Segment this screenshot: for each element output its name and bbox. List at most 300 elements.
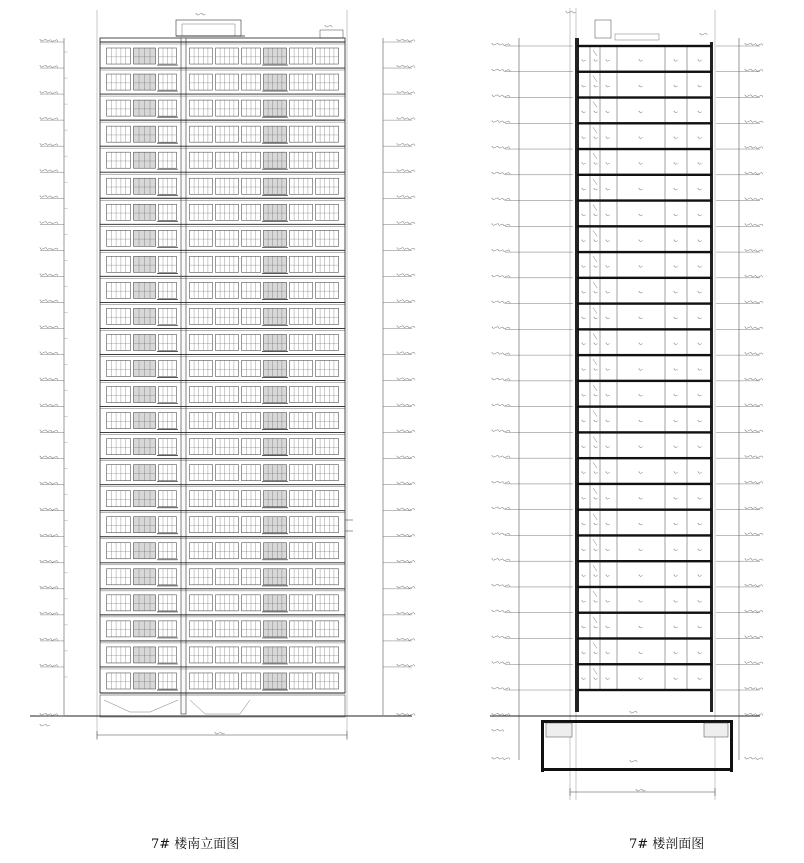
tiny-label-mark bbox=[397, 378, 415, 380]
tiny-label-mark bbox=[40, 508, 58, 510]
section-floor bbox=[492, 327, 763, 355]
window bbox=[216, 621, 239, 637]
window bbox=[190, 100, 213, 116]
floor-slab bbox=[577, 380, 712, 382]
window bbox=[107, 673, 131, 689]
roof-stair-cap bbox=[320, 30, 343, 38]
tiny-label-mark bbox=[674, 368, 678, 370]
tiny-label-mark bbox=[745, 120, 763, 122]
tiny-label-mark bbox=[606, 317, 610, 319]
window bbox=[264, 517, 287, 533]
tiny-label-mark bbox=[674, 652, 678, 654]
tiny-label-mark bbox=[582, 678, 586, 680]
tiny-label-mark bbox=[594, 626, 598, 628]
window bbox=[190, 308, 213, 324]
tiny-label-mark bbox=[492, 584, 510, 586]
tiny-label-mark bbox=[397, 39, 415, 41]
tiny-label-mark bbox=[674, 549, 678, 551]
window bbox=[316, 491, 339, 507]
window bbox=[216, 413, 239, 429]
window bbox=[216, 74, 239, 90]
tiny-label-mark bbox=[492, 507, 510, 509]
tiny-label-mark bbox=[492, 224, 510, 226]
tiny-label-mark bbox=[674, 85, 678, 87]
tiny-label-mark bbox=[639, 343, 643, 345]
tiny-label-mark bbox=[492, 69, 510, 71]
tiny-label-mark bbox=[698, 214, 702, 216]
tiny-label-mark bbox=[397, 169, 415, 171]
tiny-label-mark bbox=[397, 117, 415, 119]
tiny-label-mark bbox=[594, 446, 598, 448]
roof-parapet-block bbox=[615, 34, 659, 40]
tiny-label-mark bbox=[594, 265, 598, 267]
tiny-label-mark bbox=[639, 497, 643, 499]
tiny-label-mark bbox=[594, 575, 598, 577]
floor-slab bbox=[577, 174, 712, 176]
tiny-label-mark bbox=[606, 188, 610, 190]
elevation-floor bbox=[40, 326, 415, 352]
window bbox=[290, 569, 313, 585]
tiny-label-mark bbox=[594, 343, 598, 345]
tiny-label-mark bbox=[594, 394, 598, 396]
tiny-label-mark bbox=[639, 420, 643, 422]
window bbox=[190, 204, 213, 220]
tiny-label-mark bbox=[397, 143, 415, 145]
window bbox=[190, 413, 213, 429]
tiny-label-mark bbox=[594, 420, 598, 422]
window bbox=[190, 152, 213, 168]
window bbox=[264, 152, 287, 168]
tiny-label-mark bbox=[698, 394, 702, 396]
tiny-label-mark bbox=[698, 59, 702, 61]
tiny-label-mark bbox=[674, 420, 678, 422]
tiny-label-mark bbox=[606, 549, 610, 551]
tiny-label-mark bbox=[745, 507, 763, 509]
tiny-label-mark bbox=[606, 626, 610, 628]
tiny-label-mark bbox=[698, 188, 702, 190]
floor-slab bbox=[577, 328, 712, 330]
floor-slab bbox=[577, 612, 712, 614]
elevation-floor bbox=[40, 195, 415, 221]
window bbox=[264, 387, 287, 403]
floor-slab bbox=[577, 45, 712, 47]
elevation-floor bbox=[40, 534, 415, 560]
window bbox=[290, 74, 313, 90]
tiny-label-mark bbox=[698, 368, 702, 370]
window bbox=[316, 48, 339, 64]
tiny-label-mark bbox=[745, 352, 763, 354]
tiny-label-mark bbox=[594, 523, 598, 525]
section-floor bbox=[492, 120, 763, 148]
floor-slab bbox=[577, 534, 712, 536]
tiny-label-mark bbox=[582, 575, 586, 577]
door-swing bbox=[593, 230, 597, 236]
window bbox=[316, 334, 339, 350]
door-swing bbox=[593, 539, 597, 545]
elevation-floor bbox=[40, 586, 415, 612]
tiny-label-mark bbox=[745, 757, 763, 759]
floor-slab bbox=[577, 457, 712, 459]
window bbox=[107, 465, 131, 481]
tiny-label-mark bbox=[492, 713, 510, 715]
tiny-label-mark bbox=[639, 575, 643, 577]
window bbox=[216, 48, 239, 64]
tiny-label-mark bbox=[674, 523, 678, 525]
window bbox=[316, 100, 339, 116]
floor-slab bbox=[577, 302, 712, 304]
tiny-label-mark bbox=[40, 300, 58, 302]
floor-slab bbox=[577, 483, 712, 485]
tiny-label-mark bbox=[606, 420, 610, 422]
tiny-label-mark bbox=[492, 146, 510, 148]
tiny-label-mark bbox=[745, 455, 763, 457]
window bbox=[216, 126, 239, 142]
tiny-label-mark bbox=[745, 584, 763, 586]
tiny-label-mark bbox=[40, 586, 58, 588]
tiny-label-mark bbox=[630, 711, 637, 713]
window bbox=[216, 230, 239, 246]
tiny-label-mark bbox=[492, 636, 510, 638]
window bbox=[290, 360, 313, 376]
tiny-label-mark bbox=[639, 317, 643, 319]
window bbox=[190, 673, 213, 689]
tiny-label-mark bbox=[40, 378, 58, 380]
tiny-label-mark bbox=[745, 687, 763, 689]
window bbox=[290, 230, 313, 246]
floor-slab bbox=[577, 586, 712, 588]
tiny-label-mark bbox=[698, 291, 702, 293]
section-floor bbox=[492, 301, 763, 329]
window bbox=[290, 543, 313, 559]
window bbox=[316, 126, 339, 142]
door-swing bbox=[593, 668, 597, 674]
tiny-label-mark bbox=[397, 274, 415, 276]
window bbox=[216, 517, 239, 533]
tiny-label-mark bbox=[397, 91, 415, 93]
tiny-label-mark bbox=[745, 301, 763, 303]
window bbox=[216, 334, 239, 350]
tiny-label-mark bbox=[745, 43, 763, 45]
window bbox=[190, 439, 213, 455]
tiny-label-mark bbox=[40, 638, 58, 640]
tiny-label-mark bbox=[745, 636, 763, 638]
tiny-label-mark bbox=[594, 549, 598, 551]
door-swing bbox=[593, 411, 597, 417]
tiny-label-mark bbox=[745, 249, 763, 251]
tiny-label-mark bbox=[639, 626, 643, 628]
window bbox=[290, 308, 313, 324]
door-swing bbox=[593, 436, 597, 442]
tiny-label-mark bbox=[492, 172, 510, 174]
window bbox=[107, 178, 131, 194]
tiny-label-mark bbox=[397, 404, 415, 406]
tiny-label-mark bbox=[606, 343, 610, 345]
tiny-label-mark bbox=[492, 275, 510, 277]
tiny-label-mark bbox=[492, 404, 510, 406]
window bbox=[107, 413, 131, 429]
section-floor bbox=[492, 198, 763, 226]
window bbox=[316, 152, 339, 168]
door-swing bbox=[593, 205, 597, 211]
tiny-label-mark bbox=[492, 533, 510, 535]
tiny-label-mark bbox=[582, 549, 586, 551]
tiny-label-mark bbox=[215, 732, 225, 734]
floor-slab bbox=[577, 689, 712, 691]
tiny-label-mark bbox=[698, 111, 702, 113]
tiny-label-mark bbox=[594, 214, 598, 216]
window bbox=[107, 517, 131, 533]
tiny-label-mark bbox=[674, 291, 678, 293]
window bbox=[190, 126, 213, 142]
tiny-label-mark bbox=[698, 497, 702, 499]
tiny-label-mark bbox=[745, 533, 763, 535]
tiny-label-mark bbox=[397, 430, 415, 432]
window bbox=[264, 413, 287, 429]
tiny-label-mark bbox=[674, 575, 678, 577]
window bbox=[107, 647, 131, 663]
basement-wall-right bbox=[730, 720, 733, 772]
window bbox=[107, 439, 131, 455]
tiny-label-mark bbox=[582, 600, 586, 602]
tiny-label-mark bbox=[582, 111, 586, 113]
window bbox=[216, 595, 239, 611]
tiny-label-mark bbox=[639, 446, 643, 448]
window bbox=[316, 621, 339, 637]
tiny-label-mark bbox=[397, 508, 415, 510]
door-swing bbox=[593, 591, 597, 597]
section-floor bbox=[492, 430, 763, 458]
basement-roof-slab bbox=[541, 720, 733, 723]
tiny-label-mark bbox=[594, 497, 598, 499]
tiny-label-mark bbox=[40, 560, 58, 562]
tiny-label-mark bbox=[606, 600, 610, 602]
tiny-label-mark bbox=[745, 198, 763, 200]
floor-slab bbox=[577, 277, 712, 279]
tiny-label-mark bbox=[698, 575, 702, 577]
tiny-label-mark bbox=[745, 146, 763, 148]
tiny-label-mark bbox=[698, 549, 702, 551]
window bbox=[216, 569, 239, 585]
window bbox=[216, 308, 239, 324]
window bbox=[190, 465, 213, 481]
tiny-label-mark bbox=[492, 95, 510, 97]
tiny-label-mark bbox=[745, 69, 763, 71]
door-swing bbox=[593, 308, 597, 314]
tiny-label-mark bbox=[492, 198, 510, 200]
section-floor bbox=[492, 661, 763, 689]
tiny-label-mark bbox=[698, 472, 702, 474]
window bbox=[290, 334, 313, 350]
tiny-label-mark bbox=[698, 85, 702, 87]
tiny-label-mark bbox=[698, 343, 702, 345]
tiny-label-mark bbox=[745, 610, 763, 612]
tiny-label-mark bbox=[700, 33, 707, 35]
window bbox=[190, 621, 213, 637]
tiny-label-mark bbox=[582, 265, 586, 267]
tiny-label-mark bbox=[606, 575, 610, 577]
tiny-label-mark bbox=[40, 169, 58, 171]
tiny-label-mark bbox=[674, 343, 678, 345]
tiny-label-mark bbox=[630, 760, 637, 762]
ground-floor-band bbox=[100, 695, 345, 717]
tiny-label-mark bbox=[397, 248, 415, 250]
window bbox=[316, 204, 339, 220]
tiny-label-mark bbox=[606, 59, 610, 61]
tiny-label-mark bbox=[745, 172, 763, 174]
window bbox=[190, 647, 213, 663]
window bbox=[107, 543, 131, 559]
section-floor bbox=[492, 275, 763, 303]
window bbox=[107, 230, 131, 246]
window bbox=[290, 282, 313, 298]
floor-slab bbox=[577, 354, 712, 356]
tiny-label-mark bbox=[492, 43, 510, 45]
floor-slab bbox=[577, 71, 712, 73]
window bbox=[190, 256, 213, 272]
door-swing bbox=[593, 617, 597, 623]
tiny-label-mark bbox=[745, 404, 763, 406]
window bbox=[290, 204, 313, 220]
window bbox=[316, 387, 339, 403]
tiny-label-mark bbox=[674, 446, 678, 448]
elevation-floor bbox=[40, 300, 415, 326]
elevation-floor bbox=[40, 482, 415, 508]
tiny-label-mark bbox=[698, 678, 702, 680]
section-floor bbox=[492, 43, 763, 71]
door-swing bbox=[593, 127, 597, 133]
tiny-label-mark bbox=[606, 368, 610, 370]
tiny-label-mark bbox=[606, 497, 610, 499]
tiny-label-mark bbox=[397, 612, 415, 614]
section-floor bbox=[492, 249, 763, 277]
elevation-floor bbox=[40, 65, 415, 91]
window bbox=[107, 569, 131, 585]
tiny-label-mark bbox=[639, 523, 643, 525]
tiny-label-mark bbox=[582, 59, 586, 61]
tiny-label-mark bbox=[594, 162, 598, 164]
tiny-label-mark bbox=[594, 111, 598, 113]
tiny-label-mark bbox=[745, 275, 763, 277]
floor-slab bbox=[577, 199, 712, 201]
window bbox=[290, 621, 313, 637]
exterior-wall-right bbox=[710, 42, 713, 712]
tiny-label-mark bbox=[698, 523, 702, 525]
tiny-label-mark bbox=[674, 678, 678, 680]
tiny-label-mark bbox=[698, 265, 702, 267]
window bbox=[316, 178, 339, 194]
window bbox=[190, 491, 213, 507]
window bbox=[290, 491, 313, 507]
tiny-label-mark bbox=[40, 612, 58, 614]
window bbox=[190, 48, 213, 64]
window bbox=[216, 178, 239, 194]
tiny-label-mark bbox=[639, 368, 643, 370]
window bbox=[316, 413, 339, 429]
tiny-label-mark bbox=[397, 664, 415, 666]
tiny-label-mark bbox=[674, 472, 678, 474]
section-floor bbox=[492, 533, 763, 561]
window bbox=[107, 387, 131, 403]
tiny-label-mark bbox=[698, 600, 702, 602]
window bbox=[216, 387, 239, 403]
tiny-label-mark bbox=[606, 472, 610, 474]
tiny-label-mark bbox=[582, 85, 586, 87]
section-floor bbox=[492, 404, 763, 432]
tiny-label-mark bbox=[639, 111, 643, 113]
door-swing bbox=[593, 333, 597, 339]
door-swing bbox=[593, 256, 597, 262]
building-section-caption: 7# 楼剖面图 bbox=[629, 837, 705, 852]
tiny-label-mark bbox=[639, 214, 643, 216]
window bbox=[290, 152, 313, 168]
roof-stair-cap bbox=[595, 20, 611, 38]
window bbox=[316, 308, 339, 324]
window bbox=[216, 465, 239, 481]
tiny-label-mark bbox=[745, 713, 763, 715]
window bbox=[190, 334, 213, 350]
tiny-label-mark bbox=[606, 214, 610, 216]
tiny-label-mark bbox=[582, 446, 586, 448]
tiny-label-mark bbox=[397, 534, 415, 536]
elevation-floor bbox=[40, 612, 415, 638]
tiny-label-mark bbox=[639, 472, 643, 474]
window bbox=[264, 126, 287, 142]
floor-slab bbox=[577, 251, 712, 253]
door-swing bbox=[593, 462, 597, 468]
section-floor bbox=[492, 558, 763, 586]
window bbox=[264, 282, 287, 298]
tiny-label-mark bbox=[639, 394, 643, 396]
tiny-label-mark bbox=[397, 221, 415, 223]
section-floor bbox=[492, 95, 763, 123]
tiny-label-mark bbox=[397, 326, 415, 328]
window bbox=[216, 152, 239, 168]
section-floor bbox=[492, 352, 763, 380]
section-floor bbox=[492, 687, 763, 691]
tiny-label-mark bbox=[40, 274, 58, 276]
section-floor bbox=[492, 610, 763, 638]
section-floor bbox=[492, 224, 763, 252]
tiny-label-mark bbox=[594, 368, 598, 370]
tiny-label-mark bbox=[582, 626, 586, 628]
tiny-label-mark bbox=[674, 59, 678, 61]
window bbox=[107, 126, 131, 142]
elevation-floor bbox=[40, 39, 415, 65]
tiny-label-mark bbox=[397, 560, 415, 562]
tiny-label-mark bbox=[594, 291, 598, 293]
tiny-label-mark bbox=[397, 482, 415, 484]
window bbox=[107, 48, 131, 64]
section-floor bbox=[492, 172, 763, 200]
window bbox=[190, 360, 213, 376]
tiny-label-mark bbox=[492, 481, 510, 483]
elevation-floor bbox=[40, 169, 415, 195]
floor-slab bbox=[577, 431, 712, 433]
tiny-label-mark bbox=[594, 317, 598, 319]
window bbox=[290, 595, 313, 611]
tiny-label-mark bbox=[40, 221, 58, 223]
section-floor bbox=[492, 481, 763, 509]
tiny-label-mark bbox=[674, 626, 678, 628]
window bbox=[264, 74, 287, 90]
window bbox=[290, 439, 313, 455]
tiny-label-mark bbox=[492, 430, 510, 432]
tiny-label-mark bbox=[40, 430, 58, 432]
floor-slab bbox=[577, 96, 712, 98]
section-floor bbox=[492, 455, 763, 483]
tiny-label-mark bbox=[397, 713, 415, 715]
elevation-floor bbox=[40, 143, 415, 169]
